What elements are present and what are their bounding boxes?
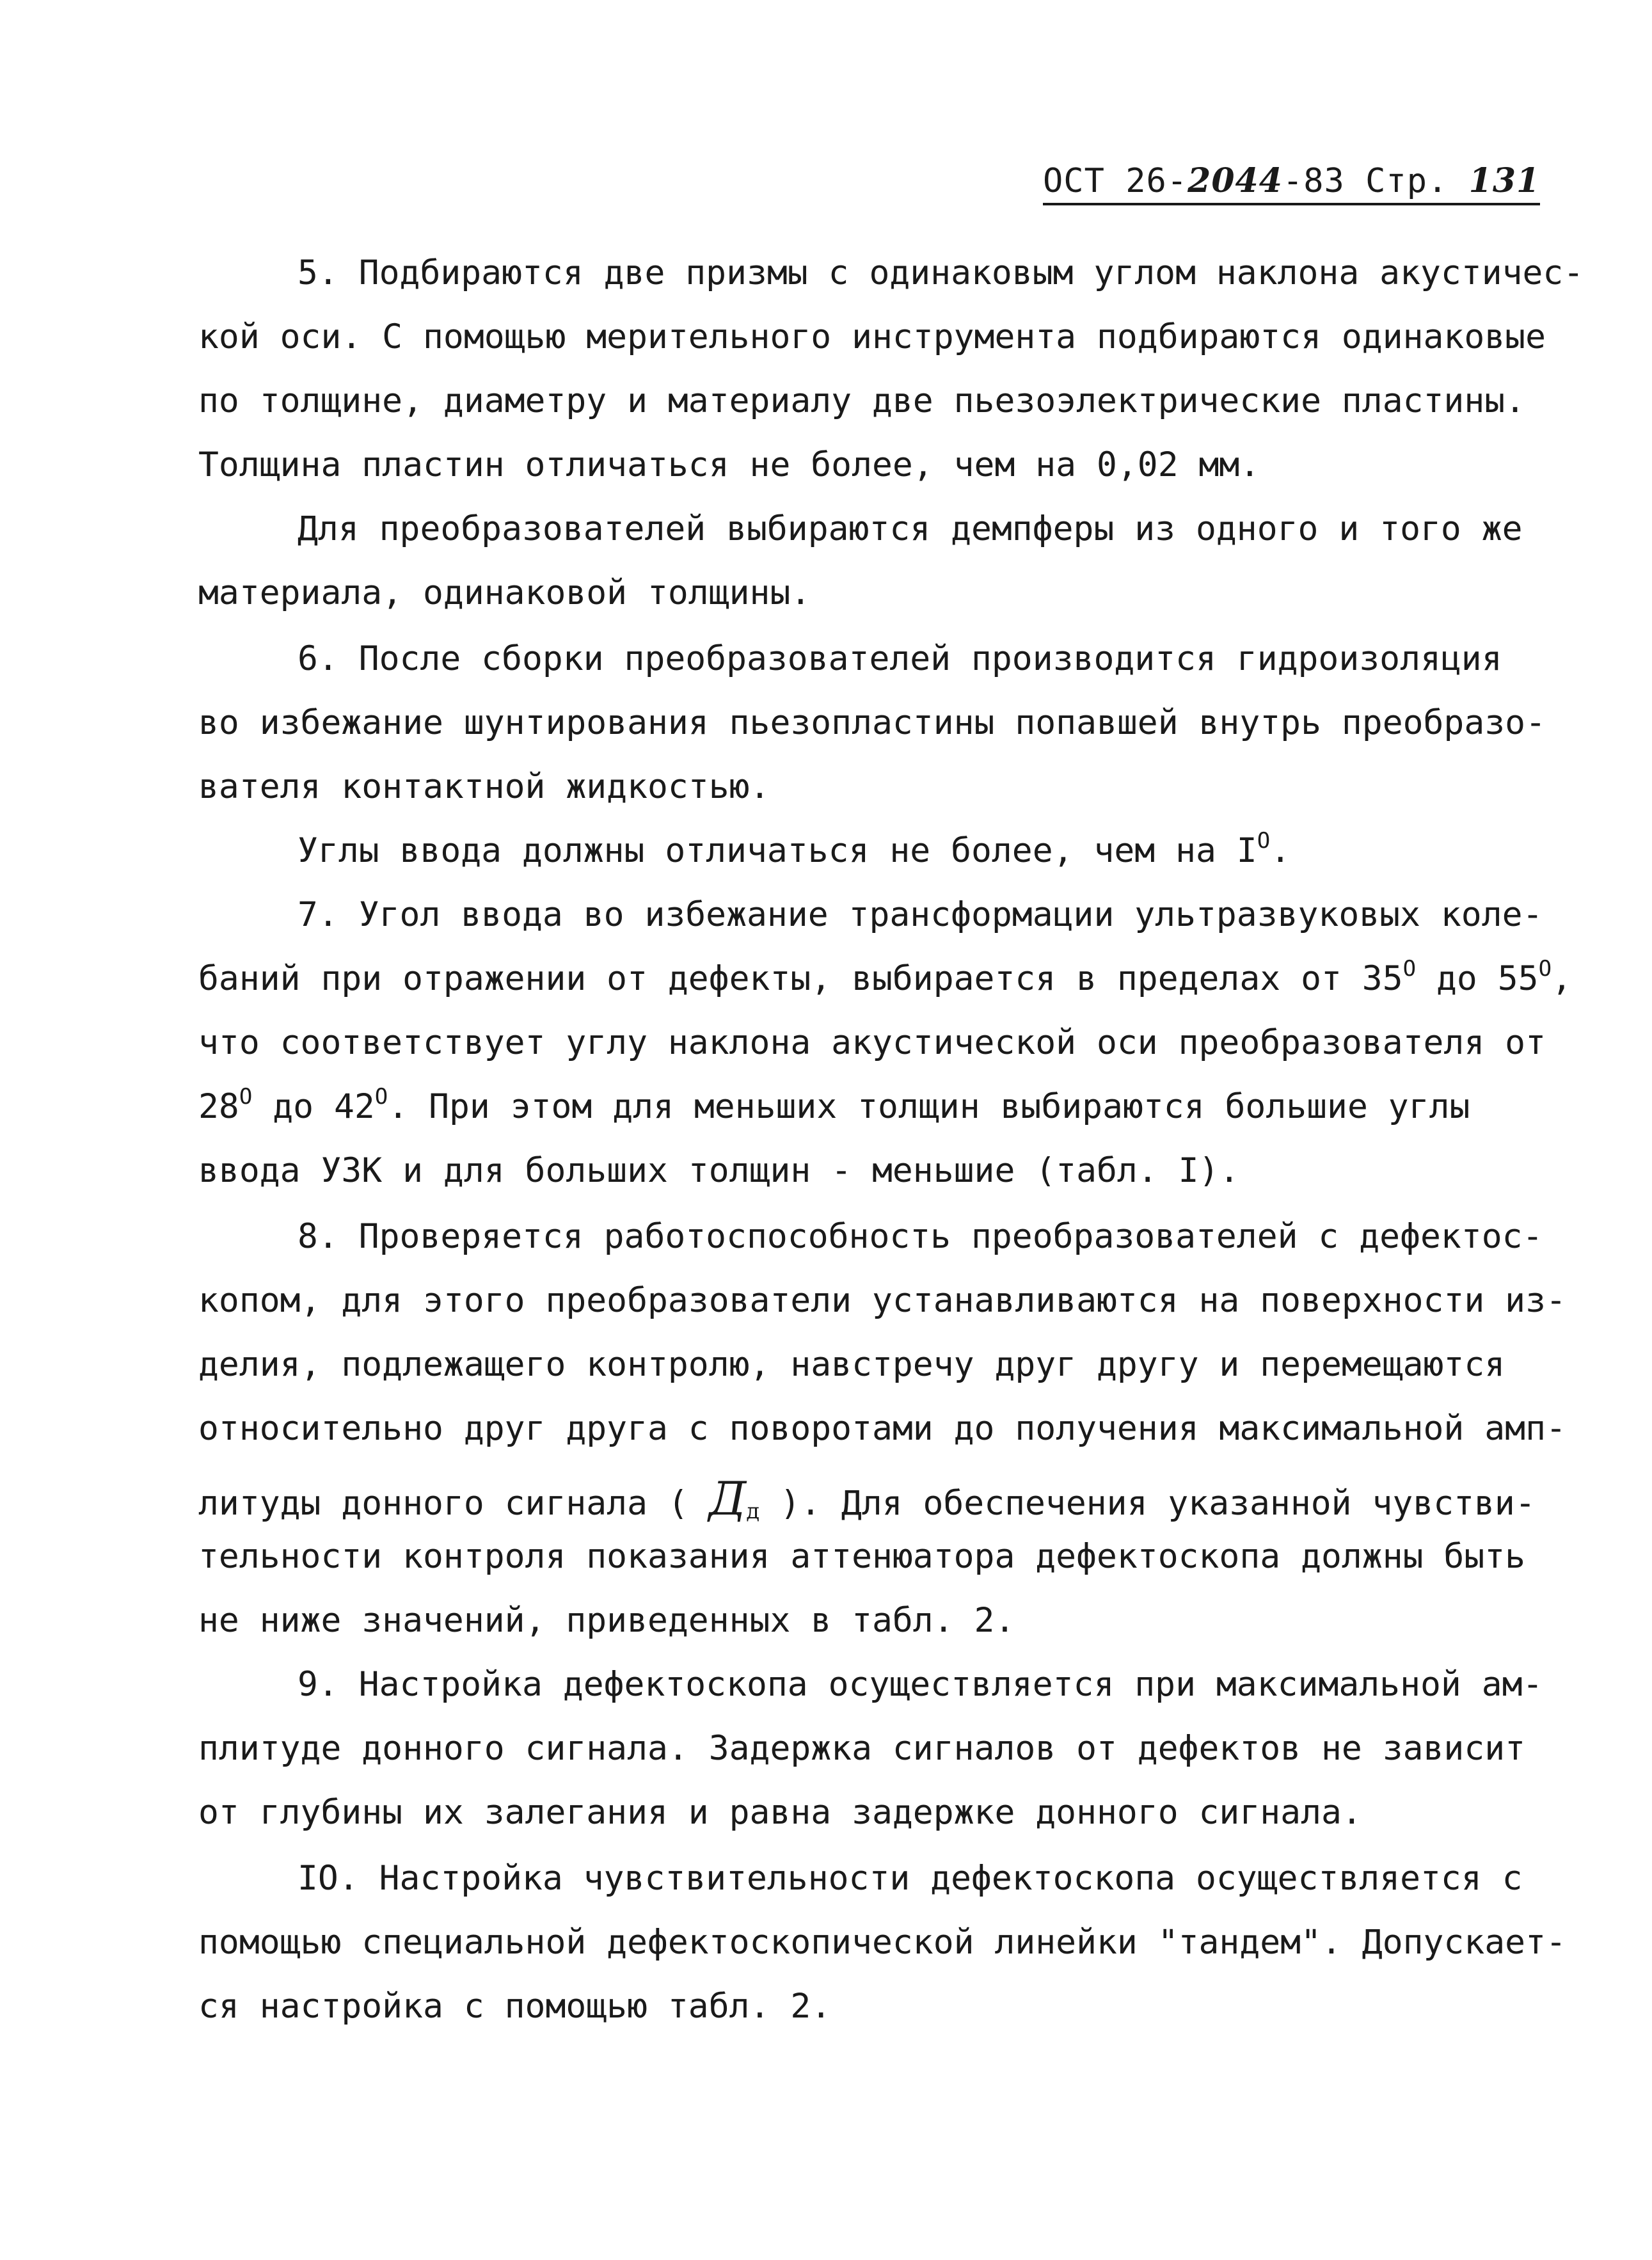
- text-line: копом, для этого преобразователи устанавливаются на поверхности из-: [198, 1281, 1566, 1320]
- degree-sign: O: [1402, 956, 1417, 982]
- text-line: делия, подлежащего контролю, навстречу друг другу и перемещаются: [198, 1345, 1505, 1384]
- page-header: [1043, 161, 1540, 205]
- degree-sign: O: [374, 1084, 388, 1110]
- text-line: помощью специальной дефектоскопической линейки "тандем". Допускает-: [198, 1923, 1566, 1962]
- text-line: по толщине, диаметру и материалу две пьезоэлектрические пластины.: [198, 381, 1526, 420]
- text-line: кой оси. С помощью мерительного инструмента подбираются одинаковые: [198, 317, 1546, 356]
- degree-sign: O: [1538, 956, 1552, 982]
- text-line: материала, одинаковой толщины.: [198, 573, 811, 612]
- text-segment: 28: [198, 1087, 239, 1126]
- text-segment: . При этом для меньших толщин выбираются большие углы: [388, 1087, 1470, 1126]
- handwritten-doc-number: 2044: [1187, 161, 1283, 200]
- text-line: не ниже значений, приведенных в табл. 2.: [198, 1601, 1015, 1640]
- text-line: ввода УЗК и для больших толщин - меньшие (табл. I).: [198, 1151, 1240, 1190]
- text-segment: .: [1270, 831, 1291, 870]
- text-line: [198, 1084, 1470, 1126]
- page-number: 131: [1468, 161, 1541, 200]
- text-line: от глубины их залегания и равна задержке донного сигнала.: [198, 1793, 1362, 1832]
- text-line: [198, 1472, 1536, 1525]
- text-line: 9. Настройка дефектоскопа осуществляется при максимальной ам-: [298, 1665, 1543, 1704]
- text-segment: до 55: [1416, 959, 1539, 998]
- text-line: тельности контроля показания аттенюатора дефектоскопа должны быть: [198, 1537, 1526, 1576]
- doc-code: ОСТ 26-: [1043, 162, 1188, 200]
- text-line: 5. Подбираются две призмы с одинаковым углом наклона акустичес-: [298, 253, 1584, 292]
- symbol-subscript: д: [746, 1499, 760, 1524]
- handwritten-symbol: [709, 1472, 759, 1525]
- text-line: во избежание шунтирования пьезопластины попавшей внутрь преобразо-: [198, 703, 1546, 742]
- text-line: [298, 828, 1291, 870]
- text-line: 7. Угол ввода во избежание трансформации ультразвуковых коле-: [298, 895, 1543, 934]
- text-line: Для преобразователей выбираются демпферы из одного и того же: [298, 509, 1523, 548]
- text-line: 8. Проверяется работоспособность преобразователей с дефектос-: [298, 1217, 1543, 1256]
- text-line: ся настройка с помощью табл. 2.: [198, 1987, 832, 2026]
- text-segment: ). Для обеспечения указанной чувстви-: [759, 1484, 1536, 1523]
- text-segment: баний при отражении от дефекты, выбирается в пределах от 35: [198, 959, 1403, 998]
- text-line: [198, 956, 1572, 998]
- text-segment: литуды донного сигнала (: [198, 1484, 688, 1523]
- text-line: вателя контактной жидкостью.: [198, 767, 770, 806]
- text-line: что соответствует углу наклона акустической оси преобразователя от: [198, 1023, 1546, 1062]
- text-line: IO. Настройка чувствительности дефектоскопа осуществляется с: [298, 1859, 1523, 1898]
- text-segment: до 42: [252, 1087, 375, 1126]
- text-segment: Углы ввода должны отличаться не более, чем на I: [298, 831, 1257, 870]
- text-line: 6. После сборки преобразователей производится гидроизоляция: [298, 639, 1502, 678]
- doc-year-page-label: -83 Стр.: [1282, 162, 1449, 200]
- text-line: плитуде донного сигнала. Задержка сигналов от дефектов не зависит: [198, 1729, 1526, 1768]
- text-line: Толщина пластин отличаться не более, чем на 0,02 мм.: [198, 445, 1260, 484]
- degree-sign: O: [239, 1084, 253, 1110]
- symbol-letter: Д: [708, 1472, 747, 1525]
- text-segment: ,: [1552, 959, 1572, 998]
- text-line: относительно друг друга с поворотами до получения максимальной амп-: [198, 1409, 1566, 1448]
- degree-sign: O: [1257, 828, 1271, 854]
